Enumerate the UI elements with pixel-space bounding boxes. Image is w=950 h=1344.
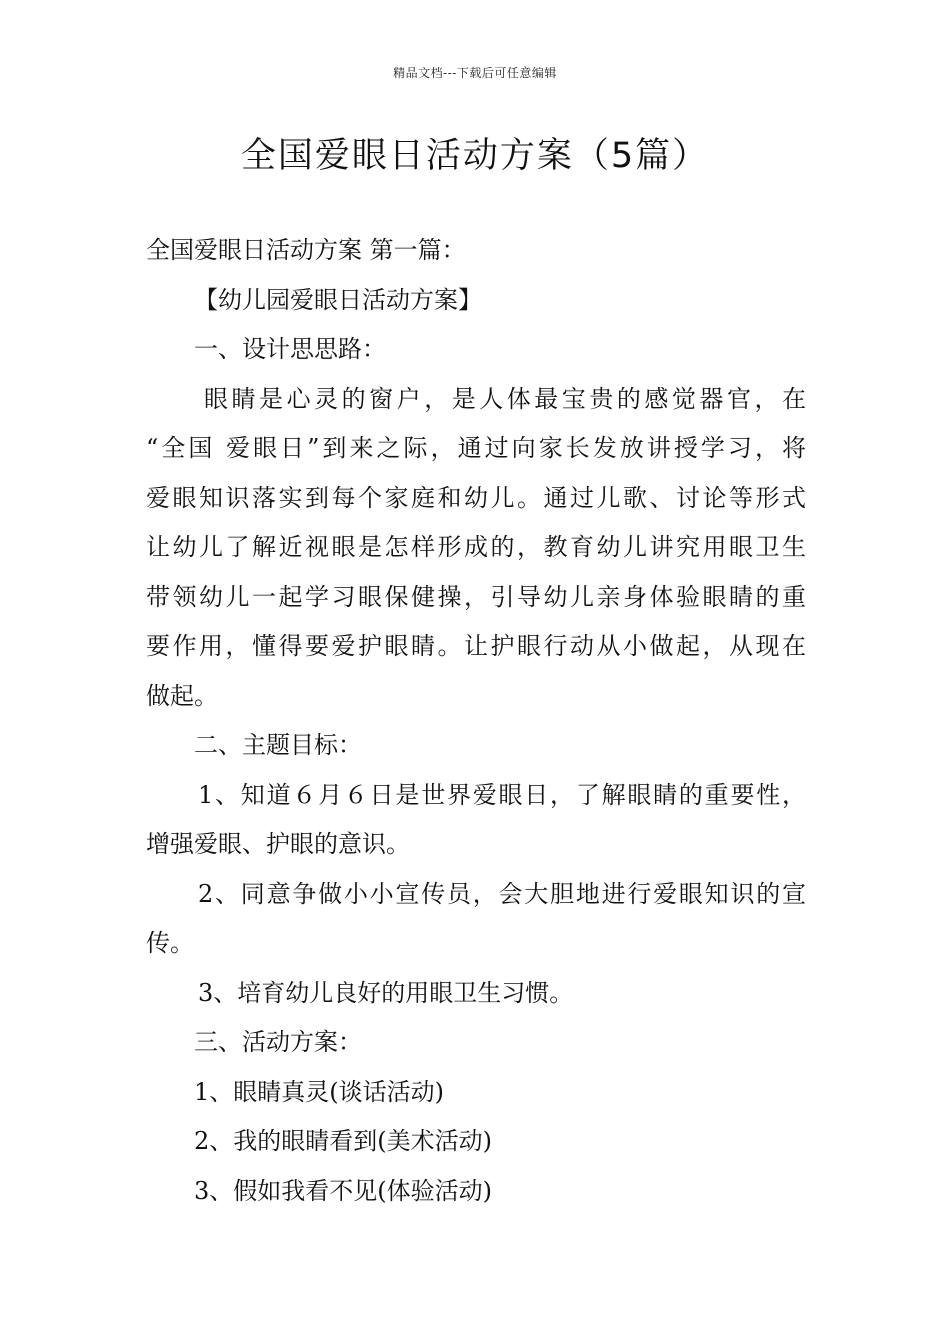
goal-1-line: 增强爱眼、护眼的意识。 [146, 830, 410, 858]
paragraph-line: 让幼儿了解近视眼是怎样形成的，教育幼儿讲究用眼卫生 [146, 533, 806, 561]
goal-2-line: 2、同意争做小小宣传员，会大胆地进行爱眼知识的宣 [198, 879, 806, 908]
document-body [146, 226, 806, 1216]
document-title: 全国爱眼日活动方案（5篇） [240, 136, 710, 176]
paragraph-line: 做起。 [146, 681, 218, 710]
paragraph-line: 眼睛是心灵的窗户，是人体最宝贵的感觉器官，在 [204, 384, 806, 413]
goal-1-line: 1、知道６月６日是世界爱眼日，了解眼睛的重要性， [198, 780, 806, 809]
paragraph-line: 带领幼儿一起学习眼保健操，引导幼儿亲身体验眼睛的重 [146, 582, 806, 611]
part-label: 全国爱眼日活动方案 第一篇： [146, 236, 466, 264]
goal-2-line: 传。 [146, 929, 194, 957]
activity-item: 3、假如我看不见(体验活动) [194, 1176, 492, 1205]
section-subtitle: 【幼儿园爱眼日活动方案】 [194, 285, 482, 314]
section-1-heading: 一、设计思思路： [194, 335, 386, 363]
activity-item: 1、眼睛真灵(谈话活动) [194, 1077, 444, 1106]
activity-item: 2、我的眼睛看到(美术活动) [194, 1127, 492, 1155]
goal-3-line: 3、培育幼儿良好的用眼卫生习惯。 [198, 978, 574, 1007]
header-note: 精品文档---下载后可任意编辑 [393, 66, 557, 80]
section-2-heading: 二、主题目标： [194, 731, 362, 759]
paragraph-line: “全国 爱眼日”到来之际，通过向家长发放讲授学习，将 [146, 434, 806, 462]
paragraph-line: 要作用，懂得要爱护眼睛。让护眼行动从小做起，从现在 [146, 632, 806, 660]
paragraph-line: 爱眼知识落实到每个家庭和幼儿。通过儿歌、讨论等形式 [146, 483, 806, 512]
section-3-heading: 三、活动方案： [194, 1028, 362, 1056]
